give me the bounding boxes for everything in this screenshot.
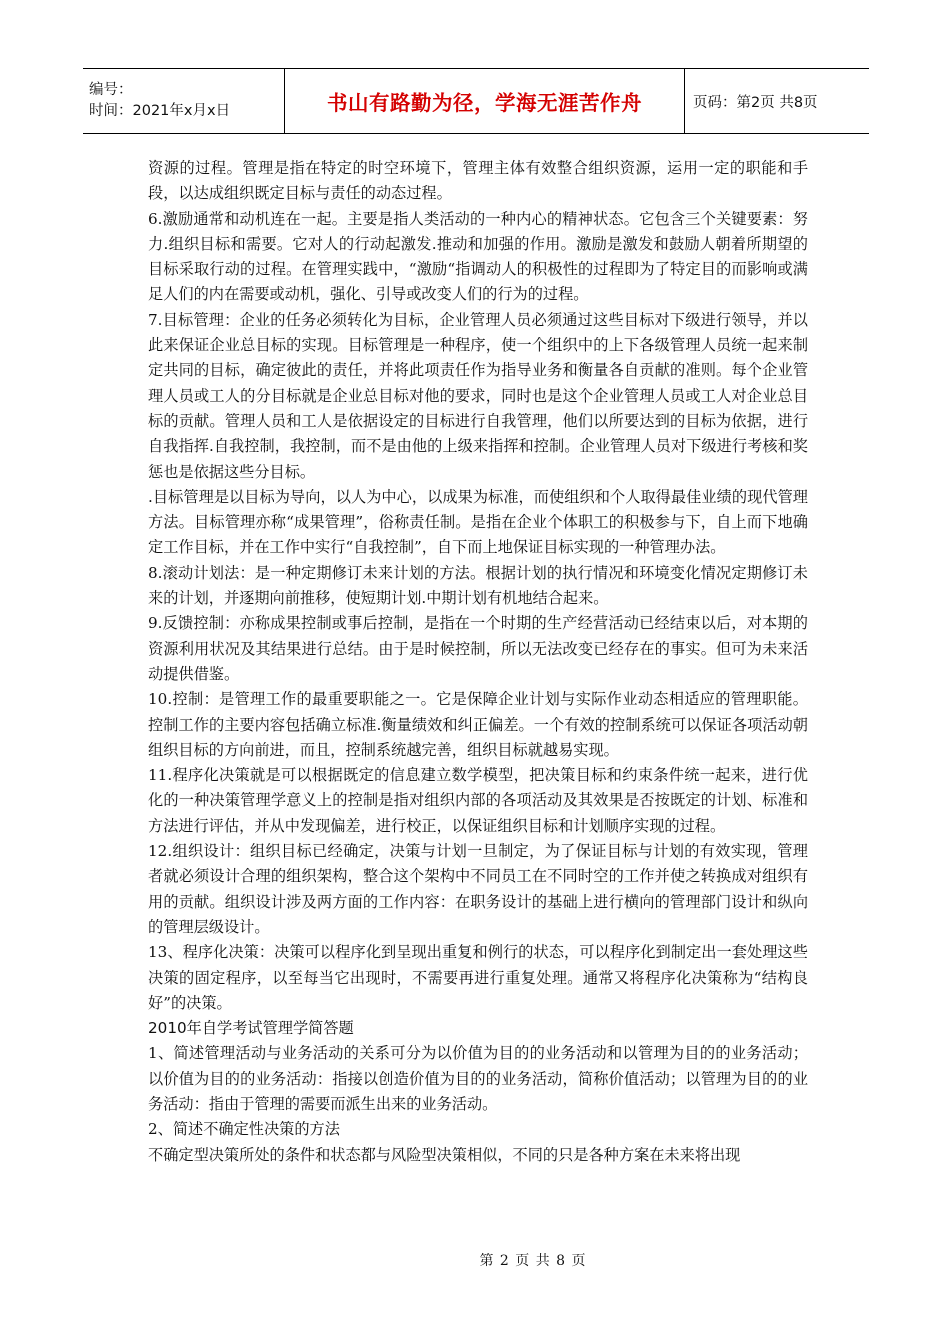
paragraph: .目标管理是以目标为导向，以人为中心，以成果为标准，而使组织和个人取得最佳业绩的现代管理方法。目标管理亦称“成果管理”，俗称责任制。是指在企业个体职工的积极参与下，自上而下地确定工作目标，并在工作中实行“自我控制”，自下而上地保证目标实现的一种管理办法。 (148, 487, 808, 557)
document-number: 编号： (89, 82, 133, 98)
paragraph: 11.程序化决策就是可以根据既定的信息建立数学模型，把决策目标和约束条件统一起来，进行优化的一种决策管理学意义上的控制是指对组织内部的各项活动及其效果是否按既定的计划、标准和方法进行评估，并从中发现偏差，进行校正，以保证组织目标和计划顺序实现的过程。 (148, 766, 808, 835)
section-heading: 2010年自学考试管理学简答题 (148, 1019, 354, 1038)
question-heading: 2、简述不确定性决策的方法 (148, 1120, 340, 1139)
document-date: 时间：2021年x月x日 (89, 103, 231, 119)
header-motto: 书山有路勤为径，学海无涯苦作舟 (285, 69, 685, 133)
footer-page-number: 第 2 页 共 8 页 (479, 1253, 587, 1269)
paragraph: 资源的过程。管理是指在特定的时空环境下，管理主体有效整合组织资源，运用一定的职能和手段，以达成组织既定目标与责任的动态过程。 (148, 159, 808, 203)
paragraph: 6.激励通常和动机连在一起。主要是指人类活动的一种内心的精神状态。它包含三个关键要素：努力.组织目标和需要。它对人的行动起激发.推动和加强的作用。激励是激发和鼓励人朝着所期望的目标采取行动的过程。在管理实践中，“激励“指调动人的积极性的过程即为了特定目的而影响或满足人们的内在需要或动机，强化、引导或改变人们的行为的过程。 (148, 209, 808, 304)
paragraph: 8.滚动计划法：是一种定期修订未来计划的方法。根据计划的执行情况和环境变化情况定期修订未来的计划，并逐期向前推移，使短期计划.中期计划有机地结合起来。 (148, 563, 808, 608)
paragraph: 10.控制：是管理工作的最重要职能之一。它是保障企业计划与实际作业动态相适应的管理职能。控制工作的主要内容包括确立标准.衡量绩效和纠正偏差。一个有效的控制系统可以保证各项活动朝组织目标的方向前进，而且，控制系统越完善，组织目标就越易实现。 (148, 690, 808, 759)
paragraph: 9.反馈控制：亦称成果控制或事后控制，是指在一个时期的生产经营活动已经结束以后，对本期的资源利用状况及其结果进行总结。由于是时候控制，所以无法改变已经存在的事实。但可为未来活动提供借鉴。 (148, 614, 808, 683)
page-header (83, 68, 869, 134)
paragraph: 12.组织设计：组织目标已经确定，决策与计划一旦制定，为了保证目标与计划的有效实现，管理者就必须设计合理的组织架构，整合这个架构中不同员工在不同时空的工作并使之转换成对组织有用的贡献。组织设计涉及两方面的工作内容：在职务设计的基础上进行横向的管理部门设计和纵向的管理层级设计。 (148, 842, 808, 936)
document-body (148, 156, 808, 1168)
paragraph: 7.目标管理：企业的任务必须转化为目标，企业管理人员必须通过这些目标对下级进行领导，并以此来保证企业总目标的实现。目标管理是一种程序，使一个组织中的上下各级管理人员统一起来制定共同的目标，确定彼此的责任，并将此项责任作为指导业务和衡量各自贡献的准则。每个企业管理人员或工人的分目标就是企业总目标对他的要求，同时也是这个企业管理人员或工人对企业总目标的贡献。管理人员和工人是依据设定的目标进行自我管理，他们以所要达到的目标为依据，进行自我指挥.自我控制，我控制，而不是由他的上级来指挥和控制。企业管理人员对下级进行考核和奖惩也是依据这些分目标。 (148, 310, 808, 481)
header-page-number: 页码：第2页 共8页 (693, 94, 818, 111)
paragraph: 不确定型决策所处的条件和状态都与风险型决策相似，不同的只是各种方案在未来将出现 (148, 1145, 741, 1164)
paragraph: 13、程序化决策：决策可以程序化到呈现出重复和例行的状态，可以程序化到制定出一套处理这些决策的固定程序，以至每当它出现时，不需要再进行重复处理。通常又将程序化决策称为“结构良好”的决策。 (148, 943, 808, 1012)
header-meta (83, 69, 285, 133)
page-footer (0, 1250, 950, 1270)
paragraph: 1、简述管理活动与业务活动的关系可分为以价值为目的的业务活动和以管理为目的的业务活动；以价值为目的的业务活动：指接以创造价值为目的的业务活动，简称价值活动；以管理为目的的业务活动：指由于管理的需要而派生出来的业务活动。 (148, 1044, 808, 1113)
